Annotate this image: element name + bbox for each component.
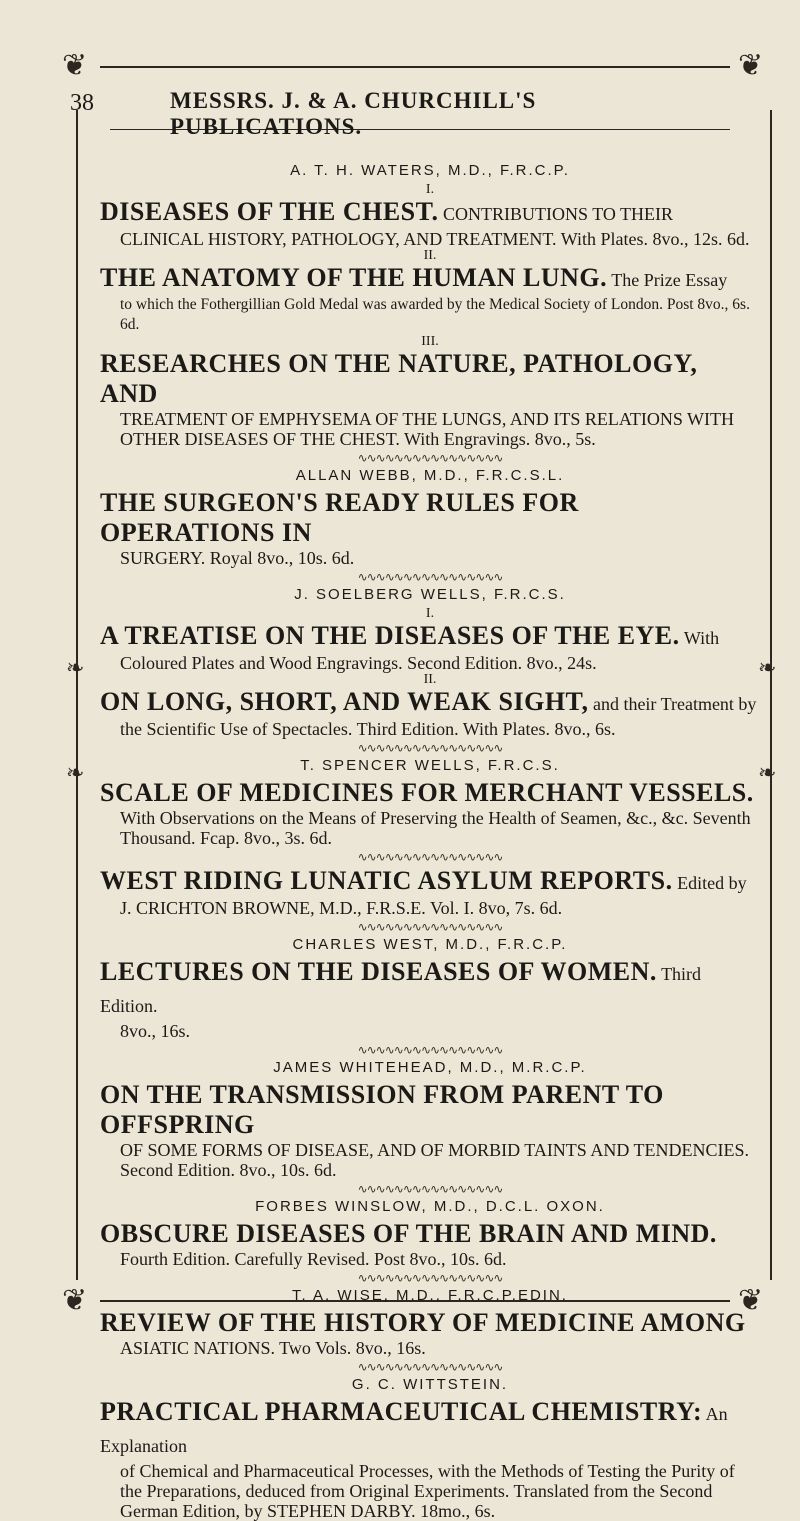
book-description: With Observations on the Means of Preserving the Health of Seamen, &c., &c. Seventh Thousand. Fcap. 8vo., 3s. 6d. [120,808,751,848]
item-number: I. [425,606,435,621]
separator-ornament: ∿∿∿∿∿∿∿∿∿∿∿∿∿∿∿∿ [357,1360,503,1374]
book-description: Coloured Plates and Wood Engravings. Second Edition. 8vo., 24s. [120,653,597,673]
separator-ornament: ∿∿∿∿∿∿∿∿∿∿∿∿∿∿∿∿ [357,1043,503,1057]
book-description: CLINICAL HISTORY, PATHOLOGY, AND TREATMENT. With Plates. 8vo., 12s. 6d. [120,229,750,249]
corner-ornament-top-left: ❦ [62,49,88,82]
book-title: WEST RIDING LUNATIC ASYLUM REPORTS. Edited by [100,866,747,895]
side-ornament-left-middle: ❧ [66,760,85,785]
book-description: the Scientific Use of Spectacles. Third Edition. With Plates. 8vo., 6s. [120,719,616,739]
author-heading: ALLAN WEBB, M.D., F.R.C.S.L. [295,467,565,484]
author-heading: CHARLES WEST, M.D., F.R.C.P. [292,936,568,953]
book-title: THE SURGEON'S READY RULES FOR OPERATIONS IN [100,488,579,547]
book-title: LECTURES ON THE DISEASES OF WOMEN. Third Edition. [100,957,702,1016]
book-description: OF SOME FORMS OF DISEASE, AND OF MORBID TAINTS AND TENDENCIES. Second Edition. 8vo., 10s. 6d. [120,1140,749,1180]
item-number: I. [425,182,435,197]
separator-ornament: ∿∿∿∿∿∿∿∿∿∿∿∿∿∿∿∿ [357,920,503,934]
corner-ornament-bottom-left: ❦ [62,1284,88,1317]
item-number: II. [423,672,437,687]
author-heading: G. C. WITTSTEIN. [351,1376,509,1393]
left-border-rule [76,110,78,1280]
separator-ornament: ∿∿∿∿∿∿∿∿∿∿∿∿∿∿∿∿ [357,1271,503,1285]
side-ornament-right-middle: ❧ [758,760,777,785]
right-border-rule [770,110,772,1280]
book-title: A TREATISE ON THE DISEASES OF THE EYE. With [100,621,720,650]
book-title: DISEASES OF THE CHEST. CONTRIBUTIONS TO THEIR [100,197,674,226]
book-description: TREATMENT OF EMPHYSEMA OF THE LUNGS, AND ITS RELATIONS WITH OTHER DISEASES OF THE CHEST. With Engravings. 8vo., 5s. [120,409,735,449]
separator-ornament: ∿∿∿∿∿∿∿∿∿∿∿∿∿∿∿∿ [357,570,503,584]
book-title: OBSCURE DISEASES OF THE BRAIN AND MIND. [100,1219,717,1248]
book-description: SURGERY. Royal 8vo., 10s. 6d. [120,548,355,568]
corner-ornament-bottom-right: ❦ [738,1284,764,1317]
book-title: PRACTICAL PHARMACEUTICAL CHEMISTRY: An Explanation [100,1397,728,1456]
book-description: Fourth Edition. Carefully Revised. Post 8vo., 10s. 6d. [120,1249,507,1269]
author-heading: T. A. WISE, M.D., F.R.C.P.EDIN. [292,1287,568,1304]
corner-ornament-top-right: ❦ [738,49,764,82]
separator-ornament: ∿∿∿∿∿∿∿∿∿∿∿∿∿∿∿∿ [357,1182,503,1196]
book-title: REVIEW OF THE HISTORY OF MEDICINE AMONG [100,1308,746,1337]
book-description: to which the Fothergillian Gold Medal was awarded by the Medical Society of London. Post 8vo., 6s. 6d. [120,296,750,333]
book-description: 8vo., 16s. [120,1021,191,1041]
book-title: SCALE OF MEDICINES FOR MERCHANT VESSELS. [100,778,754,807]
running-title: MESSRS. J. & A. CHURCHILL'S PUBLICATIONS. [170,88,537,139]
author-heading: J. SOELBERG WELLS, F.R.C.S. [294,586,566,603]
separator-ornament: ∿∿∿∿∿∿∿∿∿∿∿∿∿∿∿∿ [357,741,503,755]
author-heading: JAMES WHITEHEAD, M.D., M.R.C.P. [273,1059,587,1076]
page-number: 38 [70,90,94,116]
separator-ornament: ∿∿∿∿∿∿∿∿∿∿∿∿∿∿∿∿ [357,451,503,465]
book-description: ASIATIC NATIONS. Two Vols. 8vo., 16s. [120,1338,426,1358]
book-title: ON LONG, SHORT, AND WEAK SIGHT, and their Treatment by [100,687,757,716]
book-description: of Chemical and Pharmaceutical Processes, with the Methods of Testing the Purity of the Preparations, deduced from Original Experiments. Translated from the Second German Edition, by STEPHEN DARBY. 18mo., 6s. [120,1461,735,1521]
side-ornament-right-upper: ❧ [758,655,777,680]
side-ornament-left-upper: ❧ [66,655,85,680]
author-heading: A. T. H. WATERS, M.D., F.R.C.P. [290,162,570,179]
catalogue-list [100,162,760,1521]
book-title: THE ANATOMY OF THE HUMAN LUNG. The Prize Essay [100,263,728,292]
item-number: III. [421,334,439,349]
author-heading: FORBES WINSLOW, M.D., D.C.L. OXON. [255,1198,605,1215]
book-description: J. CRICHTON BROWNE, M.D., F.R.S.E. Vol. I. 8vo, 7s. 6d. [120,898,563,918]
author-heading: T. SPENCER WELLS, F.R.C.S. [300,757,560,774]
top-border-rule [100,66,730,68]
book-title: ON THE TRANSMISSION FROM PARENT TO OFFSPRING [100,1080,664,1139]
book-title: RESEARCHES ON THE NATURE, PATHOLOGY, AND [100,349,698,408]
item-number: II. [423,248,437,263]
separator-ornament: ∿∿∿∿∿∿∿∿∿∿∿∿∿∿∿∿ [357,850,503,864]
